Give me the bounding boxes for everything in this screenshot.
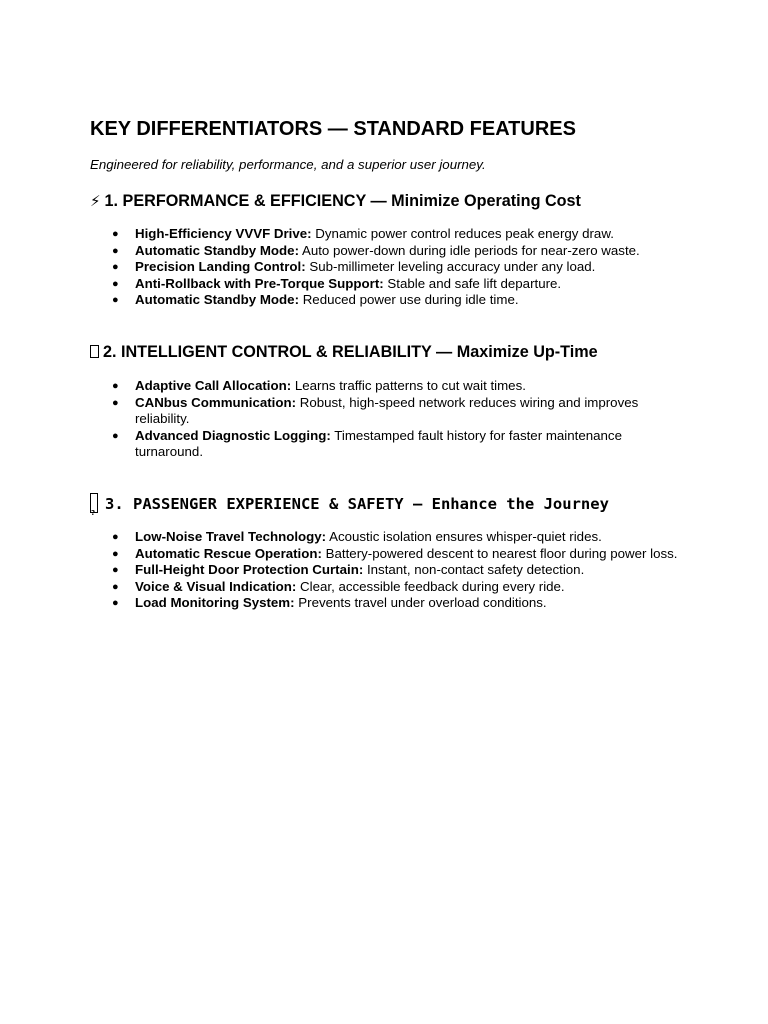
- list-item: [90, 378, 680, 395]
- missing-glyph-icon: [90, 493, 98, 513]
- feature-label: Precision Landing Control:: [135, 259, 306, 274]
- bullet-icon: ●: [112, 396, 119, 409]
- feature-text: Clear, accessible feedback during every ride.: [300, 578, 565, 594]
- list-item: [90, 395, 680, 428]
- feature-text: Stable and safe lift departure.: [387, 275, 562, 291]
- bullet-icon: ●: [112, 564, 119, 576]
- feature-label: Anti-Rollback with Pre-Torque Support:: [135, 275, 384, 291]
- list-item: [90, 562, 680, 579]
- section-heading-text: 1. PERFORMANCE & EFFICIENCY — Minimize Operating Cost: [104, 192, 581, 210]
- bullet-icon: ●: [112, 380, 119, 392]
- feature-label: Automatic Rescue Operation:: [135, 545, 322, 561]
- missing-glyph-icon: [90, 345, 99, 358]
- feature-text: Learns traffic patterns to cut wait times.: [294, 378, 526, 393]
- feature-list-passenger: [90, 529, 680, 612]
- feature-label: Advanced Diagnostic Logging:: [135, 427, 331, 443]
- feature-text: Robust, high-speed network reduces wiring and improves reliability.: [135, 394, 639, 426]
- feature-list-performance: [90, 226, 680, 309]
- bullet-icon: ●: [112, 228, 119, 240]
- feature-label: CANbus Communication:: [135, 394, 297, 410]
- section-heading-performance: [90, 191, 581, 211]
- list-item: [90, 259, 680, 276]
- feature-text: Reduced power use during idle time.: [302, 292, 519, 307]
- bullet-icon: ●: [112, 547, 119, 560]
- list-item: [90, 579, 680, 596]
- bullet-icon: ●: [112, 277, 119, 290]
- feature-text: Timestamped fault history for faster maintenance turnaround.: [135, 427, 622, 459]
- bullet-icon: ●: [112, 531, 119, 543]
- list-item: [90, 529, 680, 546]
- feature-text: Sub-millimeter leveling accuracy under any load.: [309, 259, 596, 274]
- bullet-icon: ●: [112, 580, 119, 593]
- section-heading-passenger: [90, 493, 609, 514]
- feature-text: Auto power-down during idle periods for near-zero waste.: [301, 242, 640, 258]
- bullet-icon: ●: [112, 597, 119, 609]
- bullet-icon: ●: [112, 294, 119, 306]
- feature-label: Load Monitoring System:: [135, 595, 295, 610]
- feature-text: Battery-powered descent to nearest floor during power loss.: [325, 545, 678, 561]
- feature-label: Adaptive Call Allocation:: [135, 378, 292, 393]
- page-title: KEY DIFFERENTIATORS — STANDARD FEATURES: [90, 118, 576, 140]
- feature-label: Low-Noise Travel Technology:: [135, 529, 327, 544]
- bullet-icon: ●: [112, 429, 119, 442]
- bullet-icon: ●: [112, 261, 119, 273]
- list-item: [90, 276, 680, 293]
- feature-text: Dynamic power control reduces peak energy draw.: [315, 226, 614, 241]
- feature-label: Full-Height Door Protection Curtain:: [135, 562, 364, 577]
- feature-text: Acoustic isolation ensures whisper-quiet rides.: [329, 529, 602, 544]
- feature-list-control: [90, 378, 680, 461]
- bullet-icon: ●: [112, 244, 119, 257]
- section-heading-text: 3. PASSENGER EXPERIENCE & SAFETY — Enhance the Journey: [105, 495, 609, 513]
- list-item: [90, 546, 680, 563]
- list-item: [90, 243, 680, 260]
- lightning-bolt-icon: ⚡: [90, 192, 101, 210]
- feature-label: Automatic Standby Mode:: [135, 242, 299, 258]
- feature-text: Instant, non-contact safety detection.: [366, 562, 585, 577]
- feature-label: High-Efficiency VVVF Drive:: [135, 226, 312, 241]
- feature-label: Voice & Visual Indication:: [135, 578, 297, 594]
- list-item: [90, 428, 680, 461]
- list-item: [90, 595, 680, 612]
- section-heading-control: [90, 342, 598, 362]
- page-subtitle: Engineered for reliability, performance, and a superior user journey.: [90, 157, 486, 172]
- list-item: [90, 292, 680, 309]
- feature-label: Automatic Standby Mode:: [135, 292, 299, 307]
- section-heading-text: 2. INTELLIGENT CONTROL & RELIABILITY — Maximize Up-Time: [103, 343, 598, 361]
- list-item: [90, 226, 680, 243]
- feature-text: Prevents travel under overload conditions.: [298, 595, 547, 610]
